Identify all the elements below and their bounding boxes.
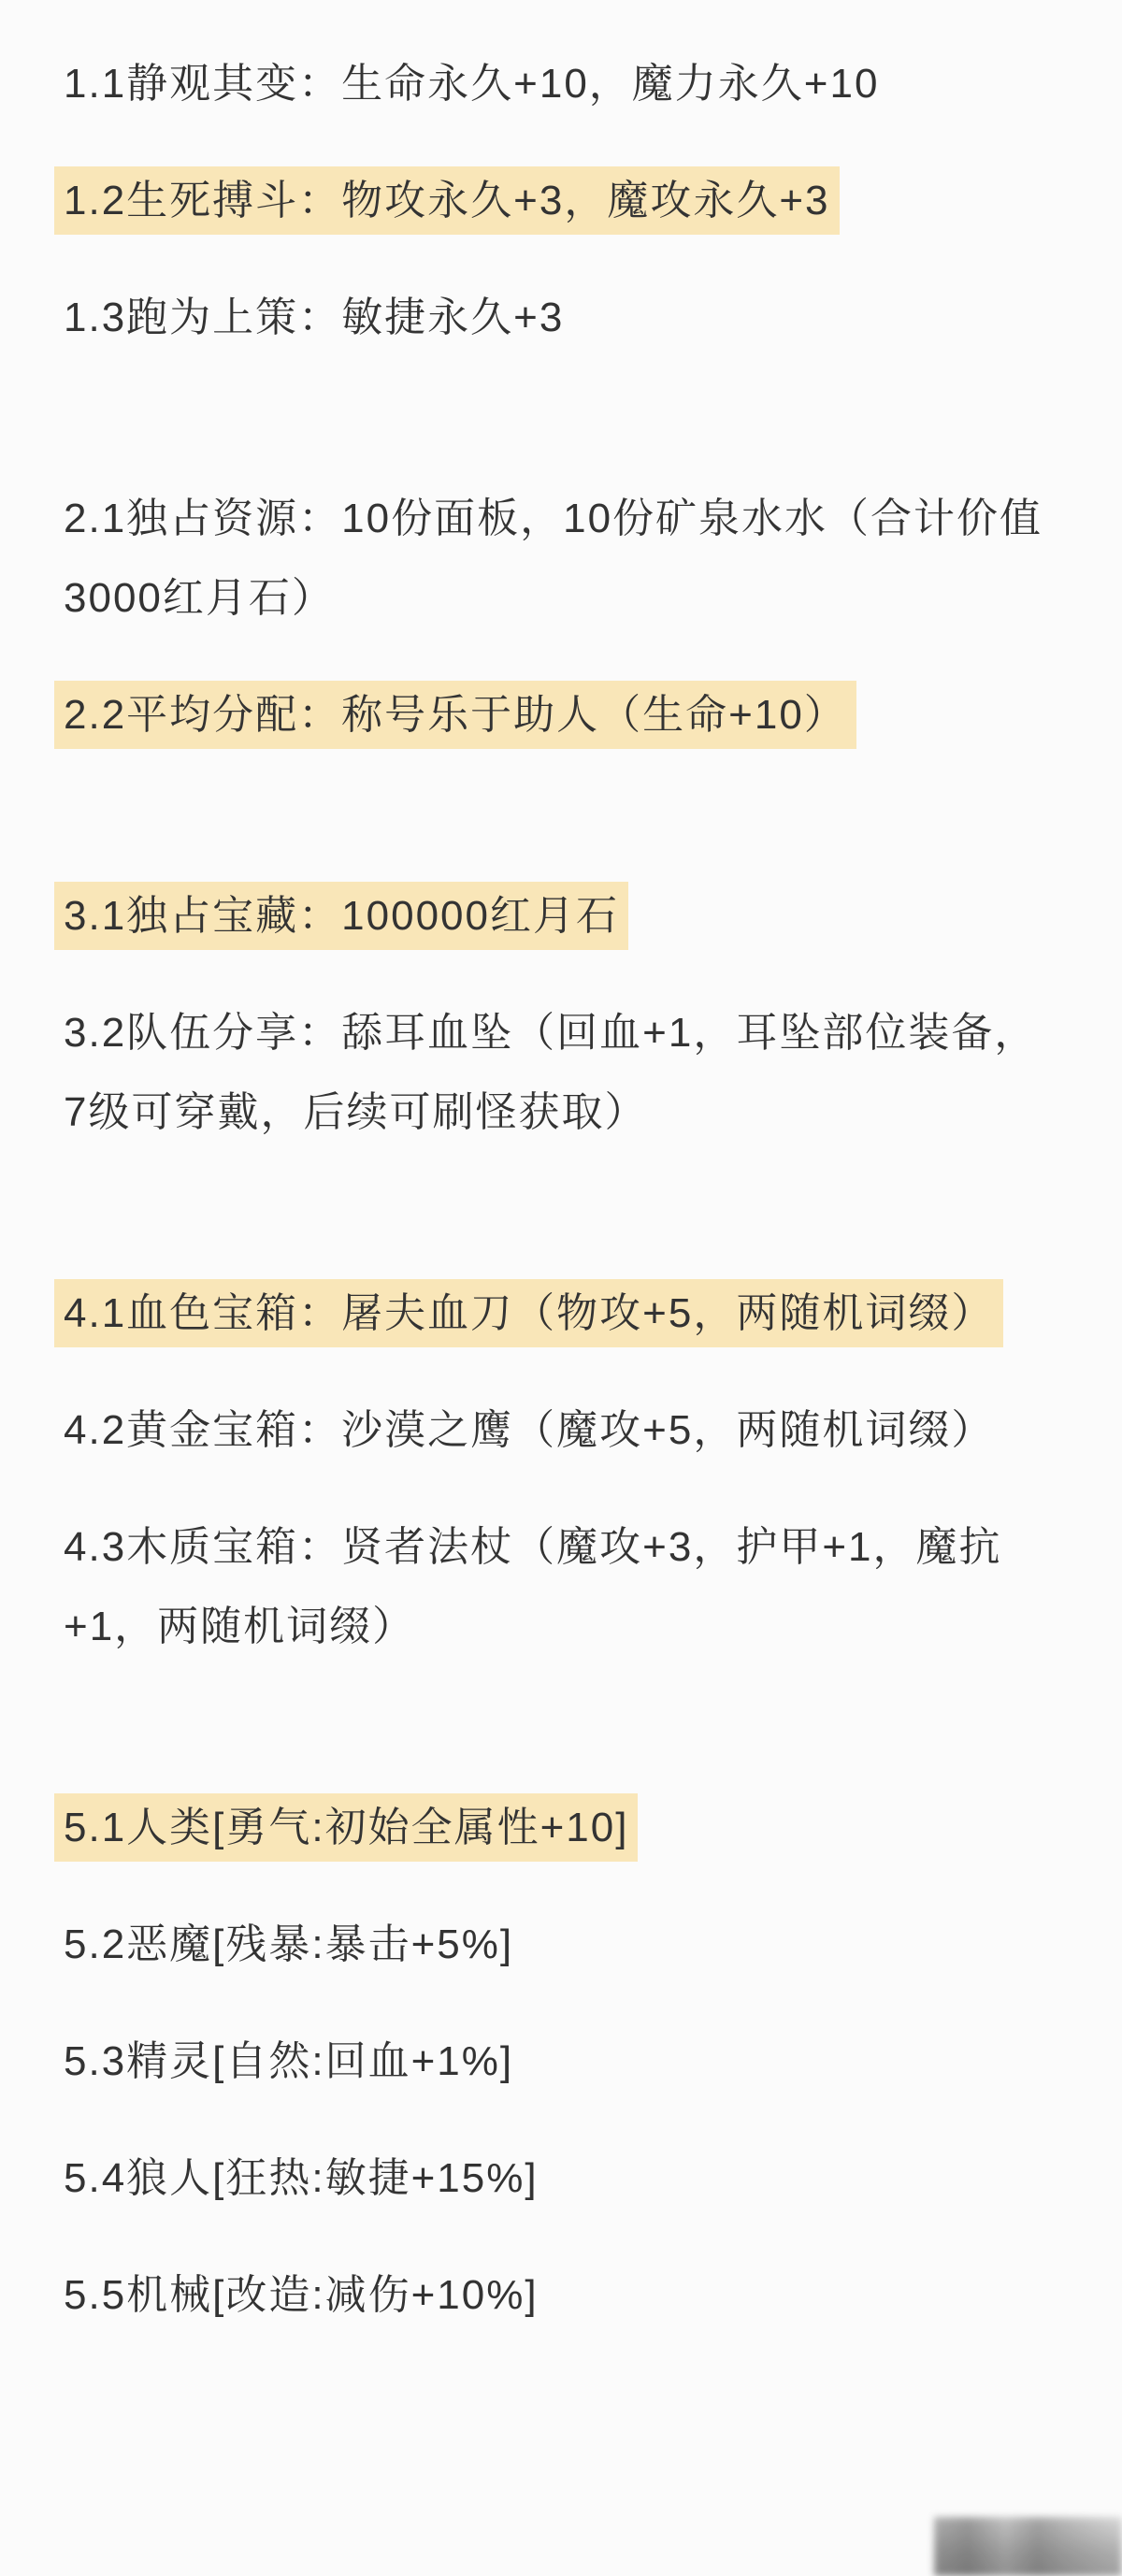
item-text: 2.1独占资源：10份面板，10份矿泉水水（合计价值3000红月石） <box>64 496 1043 621</box>
list-item-4-1 <box>64 1274 1057 1353</box>
item-text: 4.3木质宝箱：贤者法杖（魔攻+3，护甲+1，魔抗+1，两随机词缀） <box>64 1524 1002 1649</box>
section-2-choices <box>64 479 1057 755</box>
item-text: 4.2黄金宝箱：沙漠之鹰（魔攻+5，两随机词缀） <box>64 1407 995 1453</box>
highlighted-item-text: 5.1人类[勇气:初始全属性+10] <box>54 1793 638 1862</box>
list-item-5-4 <box>64 2138 1057 2218</box>
list-item-5-3 <box>64 2022 1057 2101</box>
list-item-1-2 <box>64 161 1057 240</box>
item-text: 1.3跑为上策：敏捷永久+3 <box>64 295 565 340</box>
list-item-3-2 <box>64 993 1057 1152</box>
section-4-choices <box>64 1274 1057 1666</box>
highlighted-item-text: 2.2平均分配：称号乐于助人（生命+10） <box>54 681 856 749</box>
highlighted-item-text: 3.1独占宝藏：100000红月石 <box>54 882 628 950</box>
list-item-4-2 <box>64 1390 1057 1470</box>
list-item-5-1 <box>64 1788 1057 1867</box>
list-item-5-2 <box>64 1905 1057 1984</box>
item-text: 5.4狼人[狂热:敏捷+15%] <box>64 2155 539 2201</box>
section-5-races <box>64 1788 1057 2335</box>
list-item-1-1 <box>64 44 1057 123</box>
item-text: 1.1静观其变：生命永久+10，魔力永久+10 <box>64 61 880 107</box>
list-item-1-3 <box>64 278 1057 357</box>
list-item-4-3 <box>64 1507 1057 1666</box>
item-text: 5.2恶魔[残暴:暴击+5%] <box>64 1921 514 1967</box>
list-item-2-1 <box>64 479 1057 638</box>
blurred-watermark <box>934 2517 1122 2576</box>
list-item-3-1 <box>64 876 1057 956</box>
highlighted-item-text: 4.1血色宝箱：屠夫血刀（物攻+5，两随机词缀） <box>54 1279 1003 1347</box>
item-text: 5.5机械[改造:减伤+10%] <box>64 2272 539 2318</box>
section-1-choices <box>64 44 1057 357</box>
item-text: 5.3精灵[自然:回血+1%] <box>64 2038 514 2084</box>
section-3-choices <box>64 876 1057 1152</box>
highlighted-item-text: 1.2生死搏斗：物攻永久+3，魔攻永久+3 <box>54 166 840 235</box>
list-item-2-2 <box>64 675 1057 755</box>
item-text: 3.2队伍分享：舔耳血坠（回血+1，耳坠部位装备，7级可穿戴，后续可刷怪获取） <box>64 1010 1038 1135</box>
list-item-5-5 <box>64 2255 1057 2335</box>
